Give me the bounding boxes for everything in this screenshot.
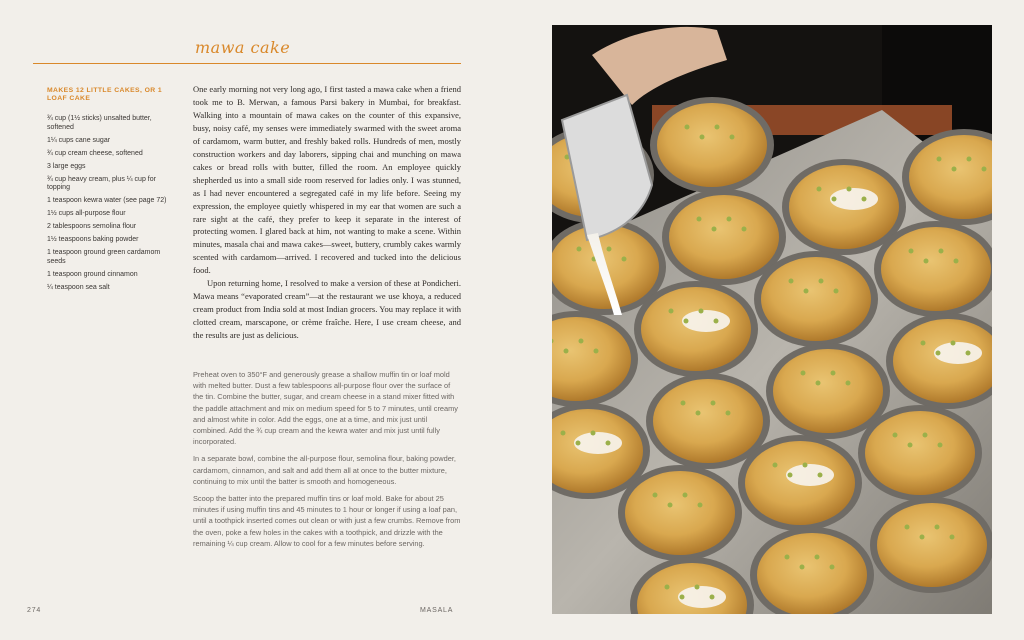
pistachio-crumb (577, 247, 582, 252)
ingredient-item: ¾ cup heavy cream, plus ¼ cup for topping (47, 175, 156, 192)
pistachio-crumb (685, 125, 690, 130)
mawa-cake (625, 471, 735, 555)
pistachio-crumb (695, 585, 700, 590)
pistachio-crumb (576, 441, 581, 446)
pistachio-crumb (785, 555, 790, 560)
pistachio-crumb (818, 473, 823, 478)
recipe-method (193, 369, 461, 555)
ingredient-item: 1 teaspoon ground cinnamon (47, 270, 138, 278)
pistachio-crumb (950, 535, 955, 540)
pistachio-crumb (726, 411, 731, 416)
pistachio-crumb (700, 135, 705, 140)
pistachio-crumb (801, 371, 806, 376)
pistachio-crumb (831, 371, 836, 376)
pistachio-crumb (591, 431, 596, 436)
pistachio-crumb (815, 555, 820, 560)
pistachio-crumb (715, 125, 720, 130)
pistachio-crumb (834, 289, 839, 294)
pistachio-crumb (594, 349, 599, 354)
pistachio-crumb (696, 411, 701, 416)
pistachio-crumb (952, 167, 957, 172)
mawa-cake (773, 349, 883, 433)
ingredient-item: 1 teaspoon ground green cardamom seeds (47, 249, 161, 265)
section-name: MASALA (420, 607, 454, 614)
pistachio-crumb (714, 319, 719, 324)
pistachio-crumb (893, 433, 898, 438)
pistachio-crumb (564, 349, 569, 354)
pistachio-crumb (935, 525, 940, 530)
ingredient-item: ¾ cup cream cheese, softened (47, 149, 143, 157)
pistachio-crumb (905, 525, 910, 530)
mawa-cake (865, 411, 975, 495)
pistachio-crumb (680, 595, 685, 600)
ingredient-list (47, 115, 172, 297)
mawa-cake (669, 195, 779, 279)
pistachio-crumb (921, 341, 926, 346)
pistachio-crumb (669, 309, 674, 314)
mawa-cake (757, 533, 867, 614)
pistachio-crumb (909, 249, 914, 254)
ingredient-item: 1¼ cups cane sugar (47, 136, 111, 144)
pistachio-crumb (773, 463, 778, 468)
recipe-headnote (193, 83, 461, 342)
cream-drizzle (682, 310, 730, 332)
ingredient-item: 1½ cups all-purpose flour (47, 210, 126, 218)
pistachio-crumb (982, 167, 987, 172)
method-step: Preheat oven to 350°F and generously grease a shallow muffin tin or loaf mold with melted butter. Dust a few tablespoons all-purpose flour over the surface of the tin. Combine the butter, sugar, and cream cheese in a stand mixer fitted with the paddle attachment and mix on medium speed for 5 to 7 minutes, until creamy and almost white in color. Add the eggs, one at a time, and mix just until combined. Add the ¾ cup cream and the kewra water and mix just until fully incorporated. (193, 370, 458, 447)
pistachio-crumb (712, 227, 717, 232)
pistachio-crumb (819, 279, 824, 284)
recipe-yield: MAKES 12 LITTLE CAKES, OR 1 LOAF CAKE (47, 87, 163, 102)
cream-drizzle (934, 342, 982, 364)
pistachio-crumb (817, 187, 822, 192)
pistachio-crumb (579, 339, 584, 344)
pistachio-crumb (668, 503, 673, 508)
recipe-title: mawa cake (195, 38, 291, 57)
pistachio-crumb (683, 493, 688, 498)
pistachio-crumb (908, 443, 913, 448)
pistachio-crumb (697, 217, 702, 222)
pistachio-crumb (967, 157, 972, 162)
pistachio-crumb (607, 247, 612, 252)
pistachio-crumb (920, 535, 925, 540)
pistachio-crumb (561, 431, 566, 436)
title-divider (33, 63, 461, 64)
recipe-photo (552, 25, 992, 614)
pistachio-crumb (789, 279, 794, 284)
pistachio-crumb (606, 441, 611, 446)
pistachio-crumb (951, 341, 956, 346)
mawa-cake (877, 503, 987, 587)
pistachio-crumb (939, 249, 944, 254)
cream-drizzle (574, 432, 622, 454)
ingredient-item: 1½ teaspoons baking powder (47, 236, 139, 244)
pistachio-crumb (727, 217, 732, 222)
pistachio-crumb (698, 503, 703, 508)
mawa-cake (657, 103, 767, 187)
ingredient-item: 3 large eggs (47, 162, 86, 170)
mawa-cake (761, 257, 871, 341)
headnote-paragraph: Upon returning home, I resolved to make a version of these at Pondicheri. Mawa means “evaporated cream”—at the restaurant we use khoya, a reduced cream product from India sold at most Indian grocers. You may replace it with clotted cream, marscapone, or crème fraîche. Here, I use cream cheese, and the results are just as delicious. (193, 278, 461, 341)
pistachio-crumb (937, 157, 942, 162)
ingredient-item: ¾ cup (1½ sticks) unsalted butter, softened (47, 115, 152, 131)
pistachio-crumb (847, 187, 852, 192)
pistachio-crumb (830, 565, 835, 570)
method-step: Scoop the batter into the prepared muffin tins or loaf mold. Bake for about 25 minutes if using muffin tins and 45 minutes to 1 hour or longer if using a loaf pan, until a toothpick inserted comes out clean or with just a few crumbs. Remove from the oven, poke a few holes in the cakes with a toothpick, and drizzle with the remaining ¼ cup cream. Allow to cool for a few minutes before serving. (193, 494, 461, 548)
pistachio-crumb (681, 401, 686, 406)
headnote-paragraph: One early morning not very long ago, I first tasted a mawa cake when a friend took me to B. Merwan, a famous Parsi bakery in Mumbai, for breakfast. Walking into a mountain of mawa cakes on the counter of this expansive, busy, noisy café, my senses were immediately swarmed with the sweet aroma of cardamom, warm butter, and freshly baked rolls. Hundreds of men, mostly construction workers and day laborers, sipping chai and munching on mawa cakes or bread rolls with butter, filled the room. An employee quickly shepherded us into a small side room reserved for ladies only. I was stunned, as I had never encountered a segregated café in my life before. Seeing my expression, the employee quietly whispered in my ear that women are such a rare sight at the café, they prefer to keep it separate in the interest of protecting women. I glared back at him, not wanting to make a scene. Within minutes, masala chai and mawa cakes—sweet, buttery, crumbly cakes warmly scented with cardamom—arrived. I recovered and tucked into the delicious food. (193, 84, 461, 276)
pistachio-crumb (804, 289, 809, 294)
pistachio-crumb (846, 381, 851, 386)
ingredient-item: ¼ teaspoon sea salt (47, 283, 110, 291)
pistachio-crumb (966, 351, 971, 356)
ingredient-item: 2 tablespoons semolina flour (47, 223, 137, 231)
pistachio-crumb (653, 493, 658, 498)
pistachio-crumb (788, 473, 793, 478)
pistachio-crumb (832, 197, 837, 202)
pistachio-crumb (803, 463, 808, 468)
mawa-cake (881, 227, 991, 311)
page-number: 274 (27, 607, 42, 614)
pistachio-crumb (622, 257, 627, 262)
pistachio-crumb (711, 401, 716, 406)
pistachio-crumb (710, 595, 715, 600)
pistachio-crumb (924, 259, 929, 264)
cream-drizzle (678, 586, 726, 608)
pistachio-crumb (954, 259, 959, 264)
pistachio-crumb (730, 135, 735, 140)
pistachio-crumb (923, 433, 928, 438)
pistachio-crumb (936, 351, 941, 356)
pistachio-crumb (742, 227, 747, 232)
mawa-cake (653, 379, 763, 463)
cream-drizzle (830, 188, 878, 210)
pistachio-crumb (699, 309, 704, 314)
muffin-tin-photo-illustration (552, 25, 992, 614)
pistachio-crumb (684, 319, 689, 324)
pistachio-crumb (800, 565, 805, 570)
pistachio-crumb (665, 585, 670, 590)
method-step: In a separate bowl, combine the all-purpose flour, semolina flour, baking powder, cardamom, cinnamon, and salt and add them all at once to the butter mixture, continuing to mix until the batter is smooth and homogeneous. (193, 454, 456, 486)
pistachio-crumb (862, 197, 867, 202)
ingredient-item: 1 teaspoon kewra water (see page 72) (47, 197, 167, 205)
pistachio-crumb (816, 381, 821, 386)
cream-drizzle (786, 464, 834, 486)
pistachio-crumb (938, 443, 943, 448)
